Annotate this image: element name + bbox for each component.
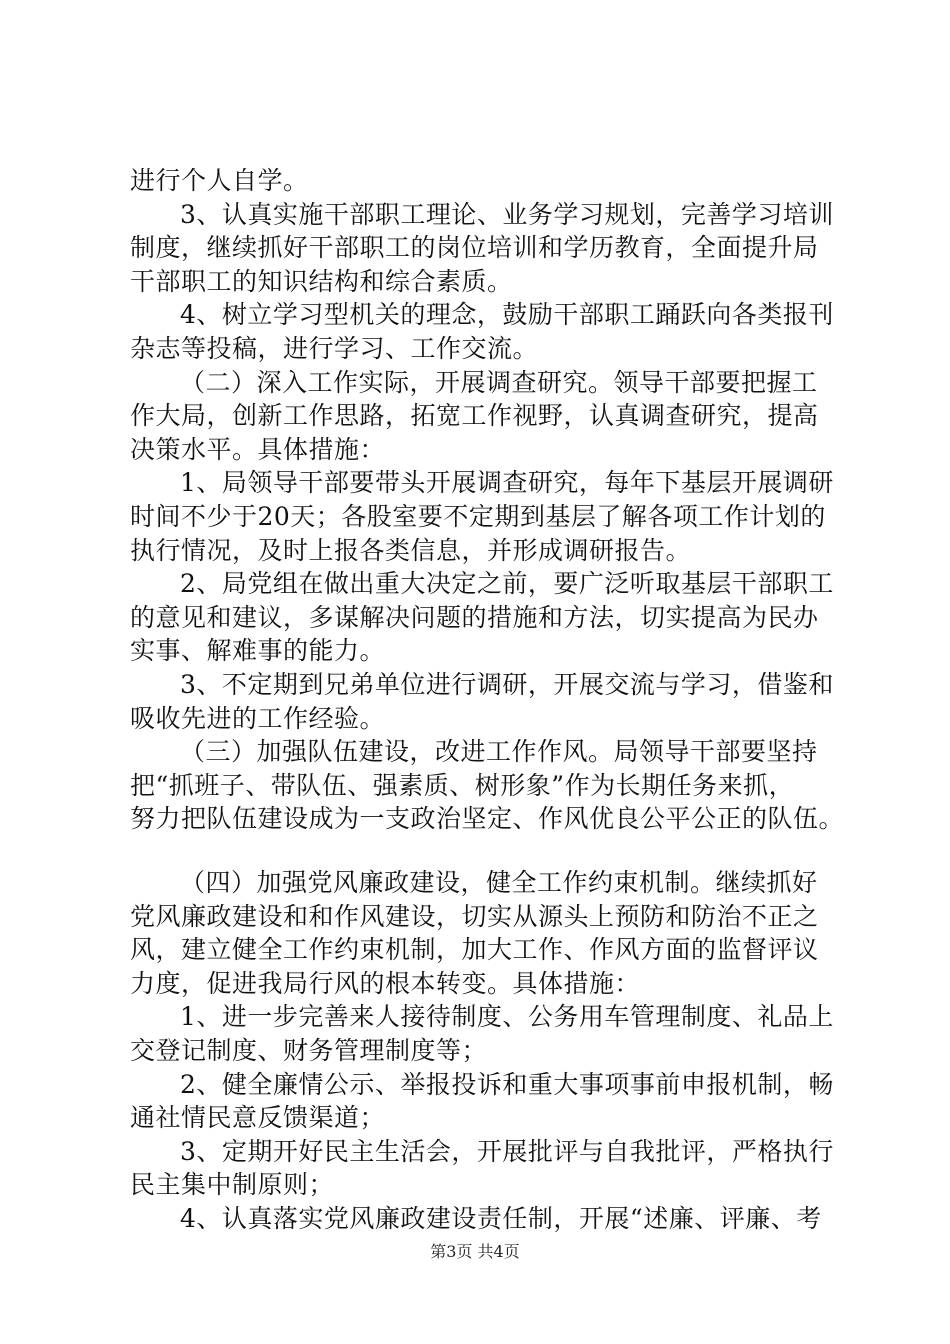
text-line: 进行个人自学。 (130, 166, 309, 195)
text-line: 决策水平。具体措施： (130, 435, 386, 464)
text-line: 民主集中制原则； (130, 1170, 335, 1199)
text-line: 作大局，创新工作思路，拓宽工作视野，认真调查研究，提高 (130, 401, 819, 430)
text-line: （三）加强队伍建设，改进工作作风。局领导干部要坚持 (180, 737, 818, 766)
text-line: 风，建立健全工作约束机制，加大工作、作风方面的监督评议 (130, 935, 819, 964)
text-line: 执行情况，及时上报各类信息，并形成调研报告。 (130, 536, 692, 565)
text-line: 3、定期开好民主生活会，开展批评与自我批评，严格执行 (180, 1137, 834, 1166)
text-line: 努力把队伍建设成为一支政治坚定、作风优良公平公正的队伍。 (130, 804, 845, 833)
text-line: （二）深入工作实际，开展调查研究。领导干部要把握工 (180, 368, 818, 397)
text-line: 制度，继续抓好干部职工的岗位培训和学历教育，全面提升局 (130, 233, 819, 262)
text-line: 3、不定期到兄弟单位进行调研，开展交流与学习，借鉴和 (180, 670, 834, 699)
text-line: 党风廉政建设和和作风建设，切实从源头上预防和防治不正之 (130, 902, 819, 931)
text-line: 杂志等投稿，进行学习、工作交流。 (130, 334, 539, 363)
text-line: 1、局领导干部要带头开展调查研究，每年下基层开展调研 (180, 468, 834, 497)
page-number: 第3页 共4页 (430, 1242, 520, 1261)
text-line: 力度，促进我局行风的根本转变。具体措施： (130, 969, 641, 998)
text-line: 4、认真落实党风廉政建设责任制，开展“述廉、评廉、考 (180, 1204, 822, 1233)
text-line: 时间不少于20天；各股室要不定期到基层了解各项工作计划的 (130, 502, 826, 531)
text-line: 交登记制度、财务管理制度等； (130, 1036, 488, 1065)
text-line: （四）加强党风廉政建设，健全工作约束机制。继续抓好 (180, 868, 818, 897)
text-line: 吸收先进的工作经验。 (130, 704, 386, 733)
text-line: 1、进一步完善来人接待制度、公务用车管理制度、礼品上 (180, 1002, 834, 1031)
text-line: 2、健全廉情公示、举报投诉和重大事项事前申报机制，畅 (180, 1070, 834, 1099)
text-line: 通社情民意反馈渠道； (130, 1103, 386, 1132)
text-line: 实事、解难事的能力。 (130, 636, 386, 665)
text-line: 3、认真实施干部职工理论、业务学习规划，完善学习培训 (180, 200, 834, 229)
text-line: 2、局党组在做出重大决定之前，要广泛听取基层干部职工 (180, 569, 834, 598)
text-line: 把“抓班子、带队伍、强素质、树形象”作为长期任务来抓， (130, 771, 795, 800)
text-line: 的意见和建议，多谋解决问题的措施和方法，切实提高为民办 (130, 603, 819, 632)
text-line: 4、树立学习型机关的理念，鼓励干部职工踊跃向各类报刊 (180, 300, 834, 329)
text-line: 干部职工的知识结构和综合素质。 (130, 267, 513, 296)
